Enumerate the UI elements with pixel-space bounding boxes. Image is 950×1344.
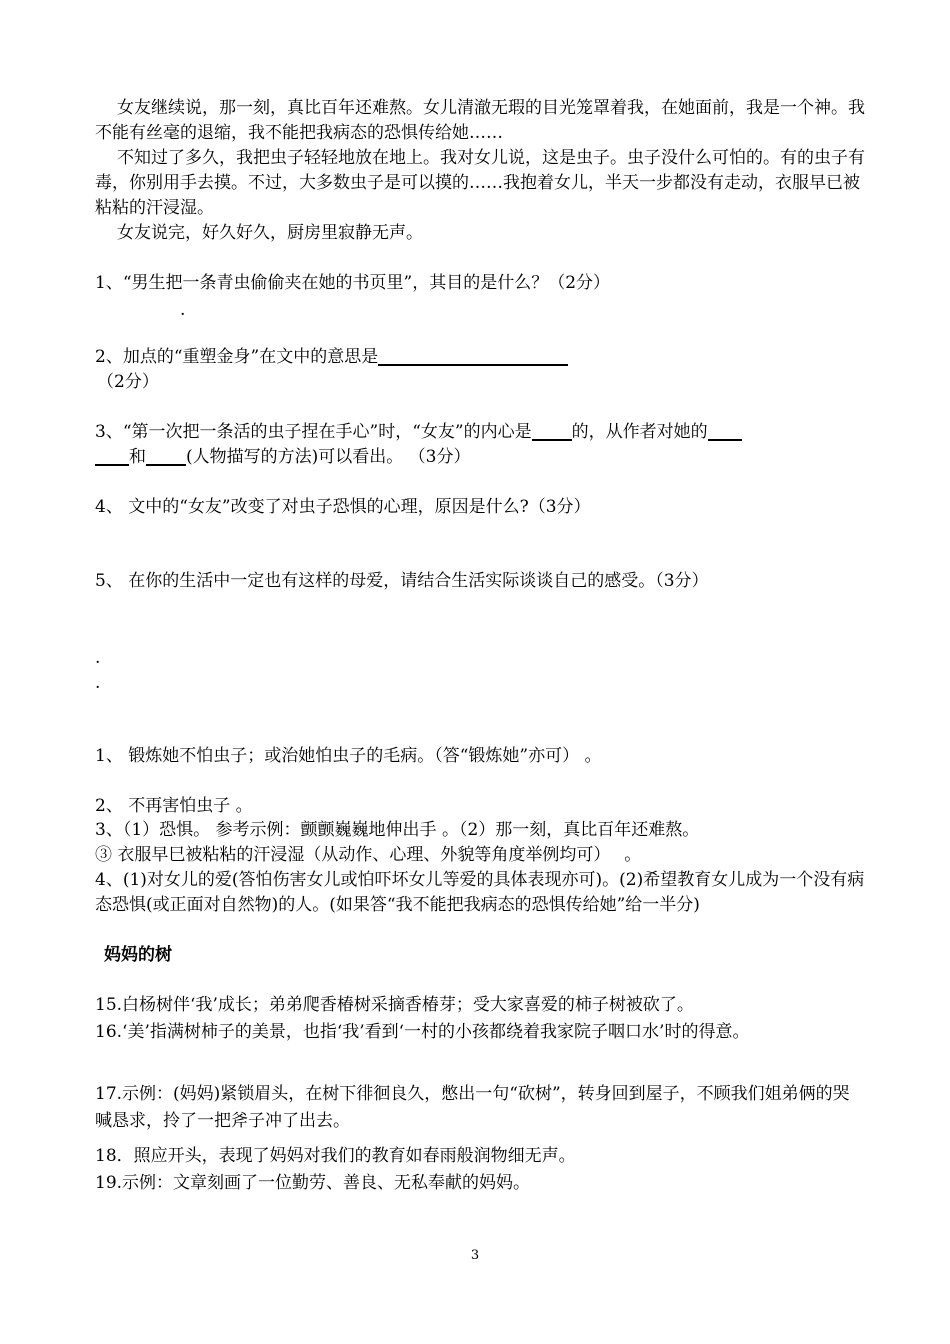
question-5: 5、 在你的生活中一定也有这样的母爱，请结合生活实际谈谈自己的感受。（3分） bbox=[95, 571, 709, 591]
question-3-blank-1[interactable] bbox=[532, 421, 572, 441]
question-2-score: （2分） bbox=[97, 372, 159, 392]
question-3-text-b: 的，从作者对她的 bbox=[571, 422, 708, 442]
answer-3-line-1: 3、（1）恐惧。 参考示例：颤颤巍巍地伸出手 。（2）那一刻，真比百年还难熬。 bbox=[95, 820, 700, 840]
page-number: 3 bbox=[470, 1248, 480, 1263]
question-1: 1、“男生把一条青虫偷偷夹在她的书页里”，其目的是什么？（2分） bbox=[95, 273, 611, 293]
question-3-blank-3[interactable] bbox=[146, 446, 186, 466]
answer-17: 17.示例：(妈妈)紧锁眉头，在树下徘徊良久，憋出一句“砍树”，转身回到屋子，不顾我们姐弟俩的哭喊恳求，拎了一把斧子冲了出去。 bbox=[95, 1084, 850, 1131]
question-3-text-d: (人物描写的方法)可以看出。 （3分） bbox=[186, 447, 471, 467]
question-3-blank-2b[interactable] bbox=[95, 446, 129, 466]
answer-16: 16.‘美’指满树柿子的美景，也指‘我’看到‘一村的小孩都绕着我家院子咽口水’时的得意。 bbox=[95, 1022, 750, 1042]
answer-2: 2、 不再害怕虫子 。 bbox=[95, 796, 253, 816]
section-title: 妈妈的树 bbox=[104, 945, 172, 965]
question-3-line-2 bbox=[95, 445, 865, 470]
passage-paragraph-2: 不知过了多久，我把虫子轻轻地放在地上。我对女儿说，这是虫子。虫子没什么可怕的。有的虫子有毒，你别用手去摸。不过，大多数虫子是可以摸的……我抱着女儿，半天一步都没有走动，衣服早已被粘粘的汗浸湿。 bbox=[95, 148, 865, 218]
dot-mark-1: . bbox=[95, 648, 101, 668]
question-3-text-c: 和 bbox=[129, 447, 146, 467]
answer-3-line-2: ③ 衣服早巳被粘粘的汗浸湿（从动作、心理、外貌等角度举例均可） 。 bbox=[95, 845, 642, 865]
question-1-dot: . bbox=[180, 300, 186, 320]
question-2-blank[interactable] bbox=[378, 346, 568, 366]
answer-19: 19.示例：文章刻画了一位勤劳、善良、无私奉献的妈妈。 bbox=[95, 1173, 531, 1193]
question-2 bbox=[95, 345, 865, 370]
answer-4: 4、(1)对女儿的爱(答怕伤害女儿或怕吓坏女儿等爱的具体表现亦可)。(2)希望教育女儿成为一个没有病态恐惧(或正面对自然物)的人。(如果答“我不能把我病态的恐惧传给她”给一半分) bbox=[95, 870, 865, 915]
question-3-blank-2a[interactable] bbox=[708, 421, 742, 441]
answer-15: 15.白杨树伴‘我’成长；弟弟爬香椿树采摘香椿芽；受大家喜爱的柿子树被砍了。 bbox=[95, 995, 694, 1015]
question-3 bbox=[95, 420, 865, 445]
passage-paragraph-1: 女友继续说，那一刻，真比百年还难熬。女儿清澈无瑕的目光笼罩着我，在她面前，我是一个神。我不能有丝毫的退缩，我不能把我病态的恐惧传给她…… bbox=[95, 98, 865, 143]
question-4: 4、 文中的“女友”改变了对虫子恐惧的心理，原因是什么?（3分） bbox=[95, 497, 591, 517]
answer-1: 1、 锻炼她不怕虫子；或治她怕虫子的毛病。（答“锻炼她”亦可） 。 bbox=[95, 746, 602, 766]
passage-paragraph-3: 女友说完，好久好久，厨房里寂静无声。 bbox=[117, 223, 423, 243]
question-3-text-a: 3、“第一次把一条活的虫子捏在手心”时，“女友”的内心是 bbox=[95, 422, 532, 442]
answer-18: 18．照应开头，表现了妈妈对我们的教育如春雨般润物细无声。 bbox=[95, 1146, 576, 1166]
question-2-text: 2、加点的“重塑金身”在文中的意思是 bbox=[95, 347, 379, 367]
dot-mark-2: . bbox=[95, 673, 101, 693]
